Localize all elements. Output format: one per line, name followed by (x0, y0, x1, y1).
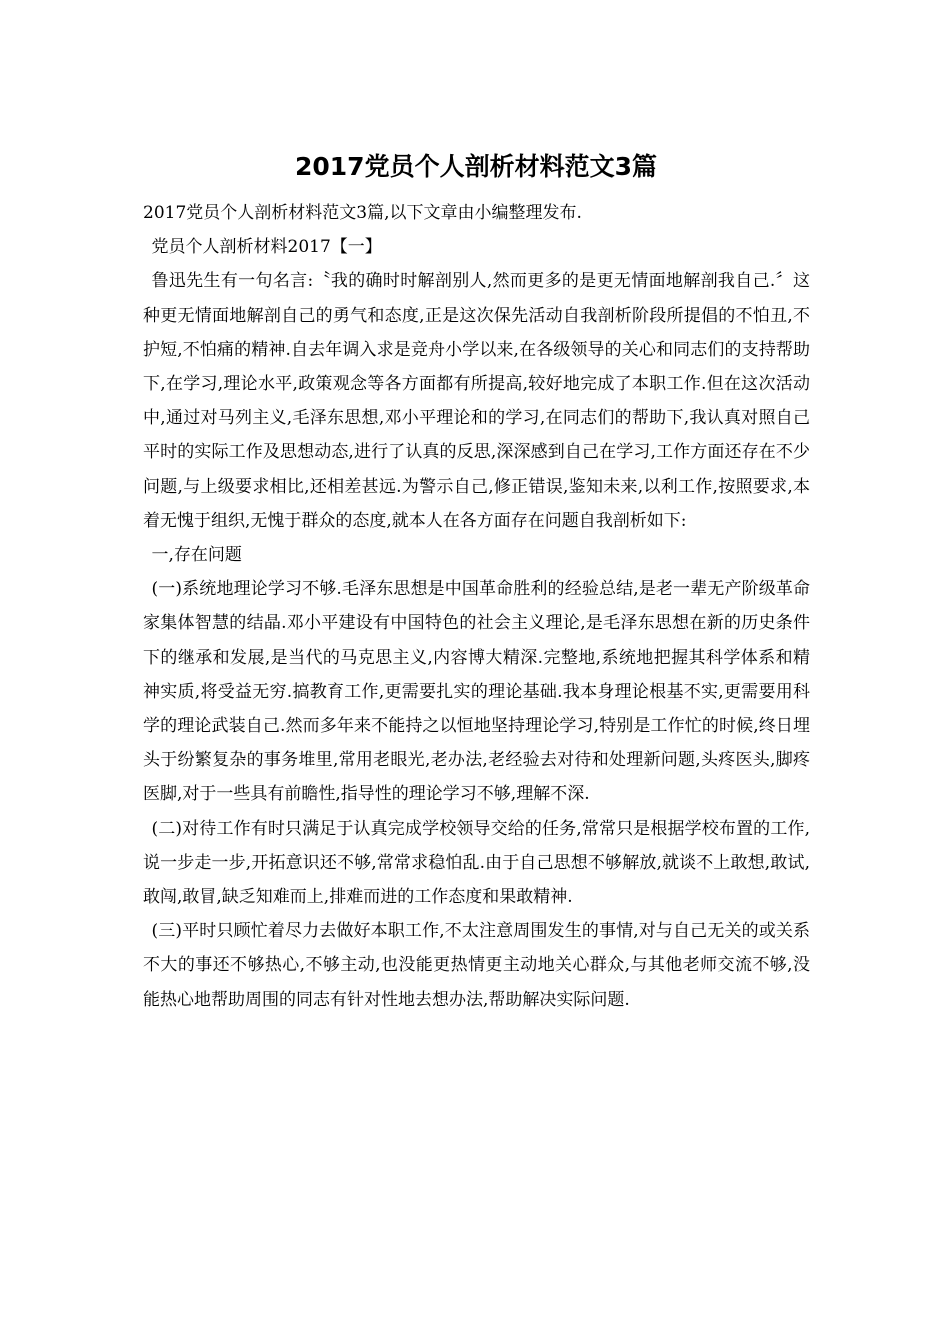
document-title: 2017党员个人剖析材料范文3篇 (295, 152, 657, 181)
intro-paragraph: 2017党员个人剖析材料范文3篇,以下文章由小编整理发布. (143, 203, 582, 223)
body-paragraph: 鲁迅先生有一句名言:〝我的确时时解剖别人,然而更多的是更无情面地解剖我自己.〞这种更无情面地解剖自己的勇气和态度,正是这次保先活动自我剖析阶段所提倡的不怕丑,不护短,不怕痛的精神.自去年调入求是竞舟小学以来,在各级领导的关心和同志们的支持帮助下,在学习,理论水平,政策观念等各方面都有所提高,较好地完成了本职工作.但在这次活动中,通过对马列主义,毛泽东思想,邓小平理论和的学习,在同志们的帮助下,我认真对照自己平时的实际工作及思想动态,进行了认真的反思,深深感到自己在学习,工作方面还存在不少问题,与上级要求相比,还相差甚远.为警示自己,修正错误,鉴知未来,以利工作,按照要求,本着无愧于组织,无愧于群众的态度,就本人在各方面存在问题自我剖析如下: (143, 271, 810, 531)
body-paragraph: (一)系统地理论学习不够.毛泽东思想是中国革命胜利的经验总结,是老一辈无产阶级革命家集体智慧的结晶.邓小平建设有中国特色的社会主义理论,是毛泽东思想在新的历史条件下的继承和发展,是当代的马克思主义,内容博大精深.完整地,系统地把握其科学体系和精神实质,将受益无穷.搞教育工作,更需要扎实的理论基础.我本身理论根基不实,更需要用科学的理论武装自己.然而多年来不能持之以恒地坚持理论学习,特别是工作忙的时候,终日埋头于纷繁复杂的事务堆里,常用老眼光,老办法,老经验去对待和处理新问题,头疼医头,脚疼医脚,对于一些具有前瞻性,指导性的理论学习不够,理解不深. (143, 579, 810, 805)
document-body (143, 196, 810, 1017)
section-heading: 党员个人剖析材料2017【一】 (151, 237, 382, 258)
body-paragraph: (二)对待工作有时只满足于认真完成学校领导交给的任务,常常只是根据学校布置的工作,说一步走一步,开拓意识还不够,常常求稳怕乱.由于自己思想不够解放,就谈不上敢想,敢试,敢闯,敢冒,缺乏知难而上,排难而进的工作态度和果敢精神. (143, 818, 810, 908)
subsection-heading: 一,存在问题 (151, 545, 242, 566)
body-paragraph: (三)平时只顾忙着尽力去做好本职工作,不太注意周围发生的事情,对与自己无关的或关系不大的事还不够热心,不够主动,也没能更热情更主动地关心群众,与其他老师交流不够,没能热心地帮助周围的同志有针对性地去想办法,帮助解决实际问题. (143, 921, 810, 1010)
